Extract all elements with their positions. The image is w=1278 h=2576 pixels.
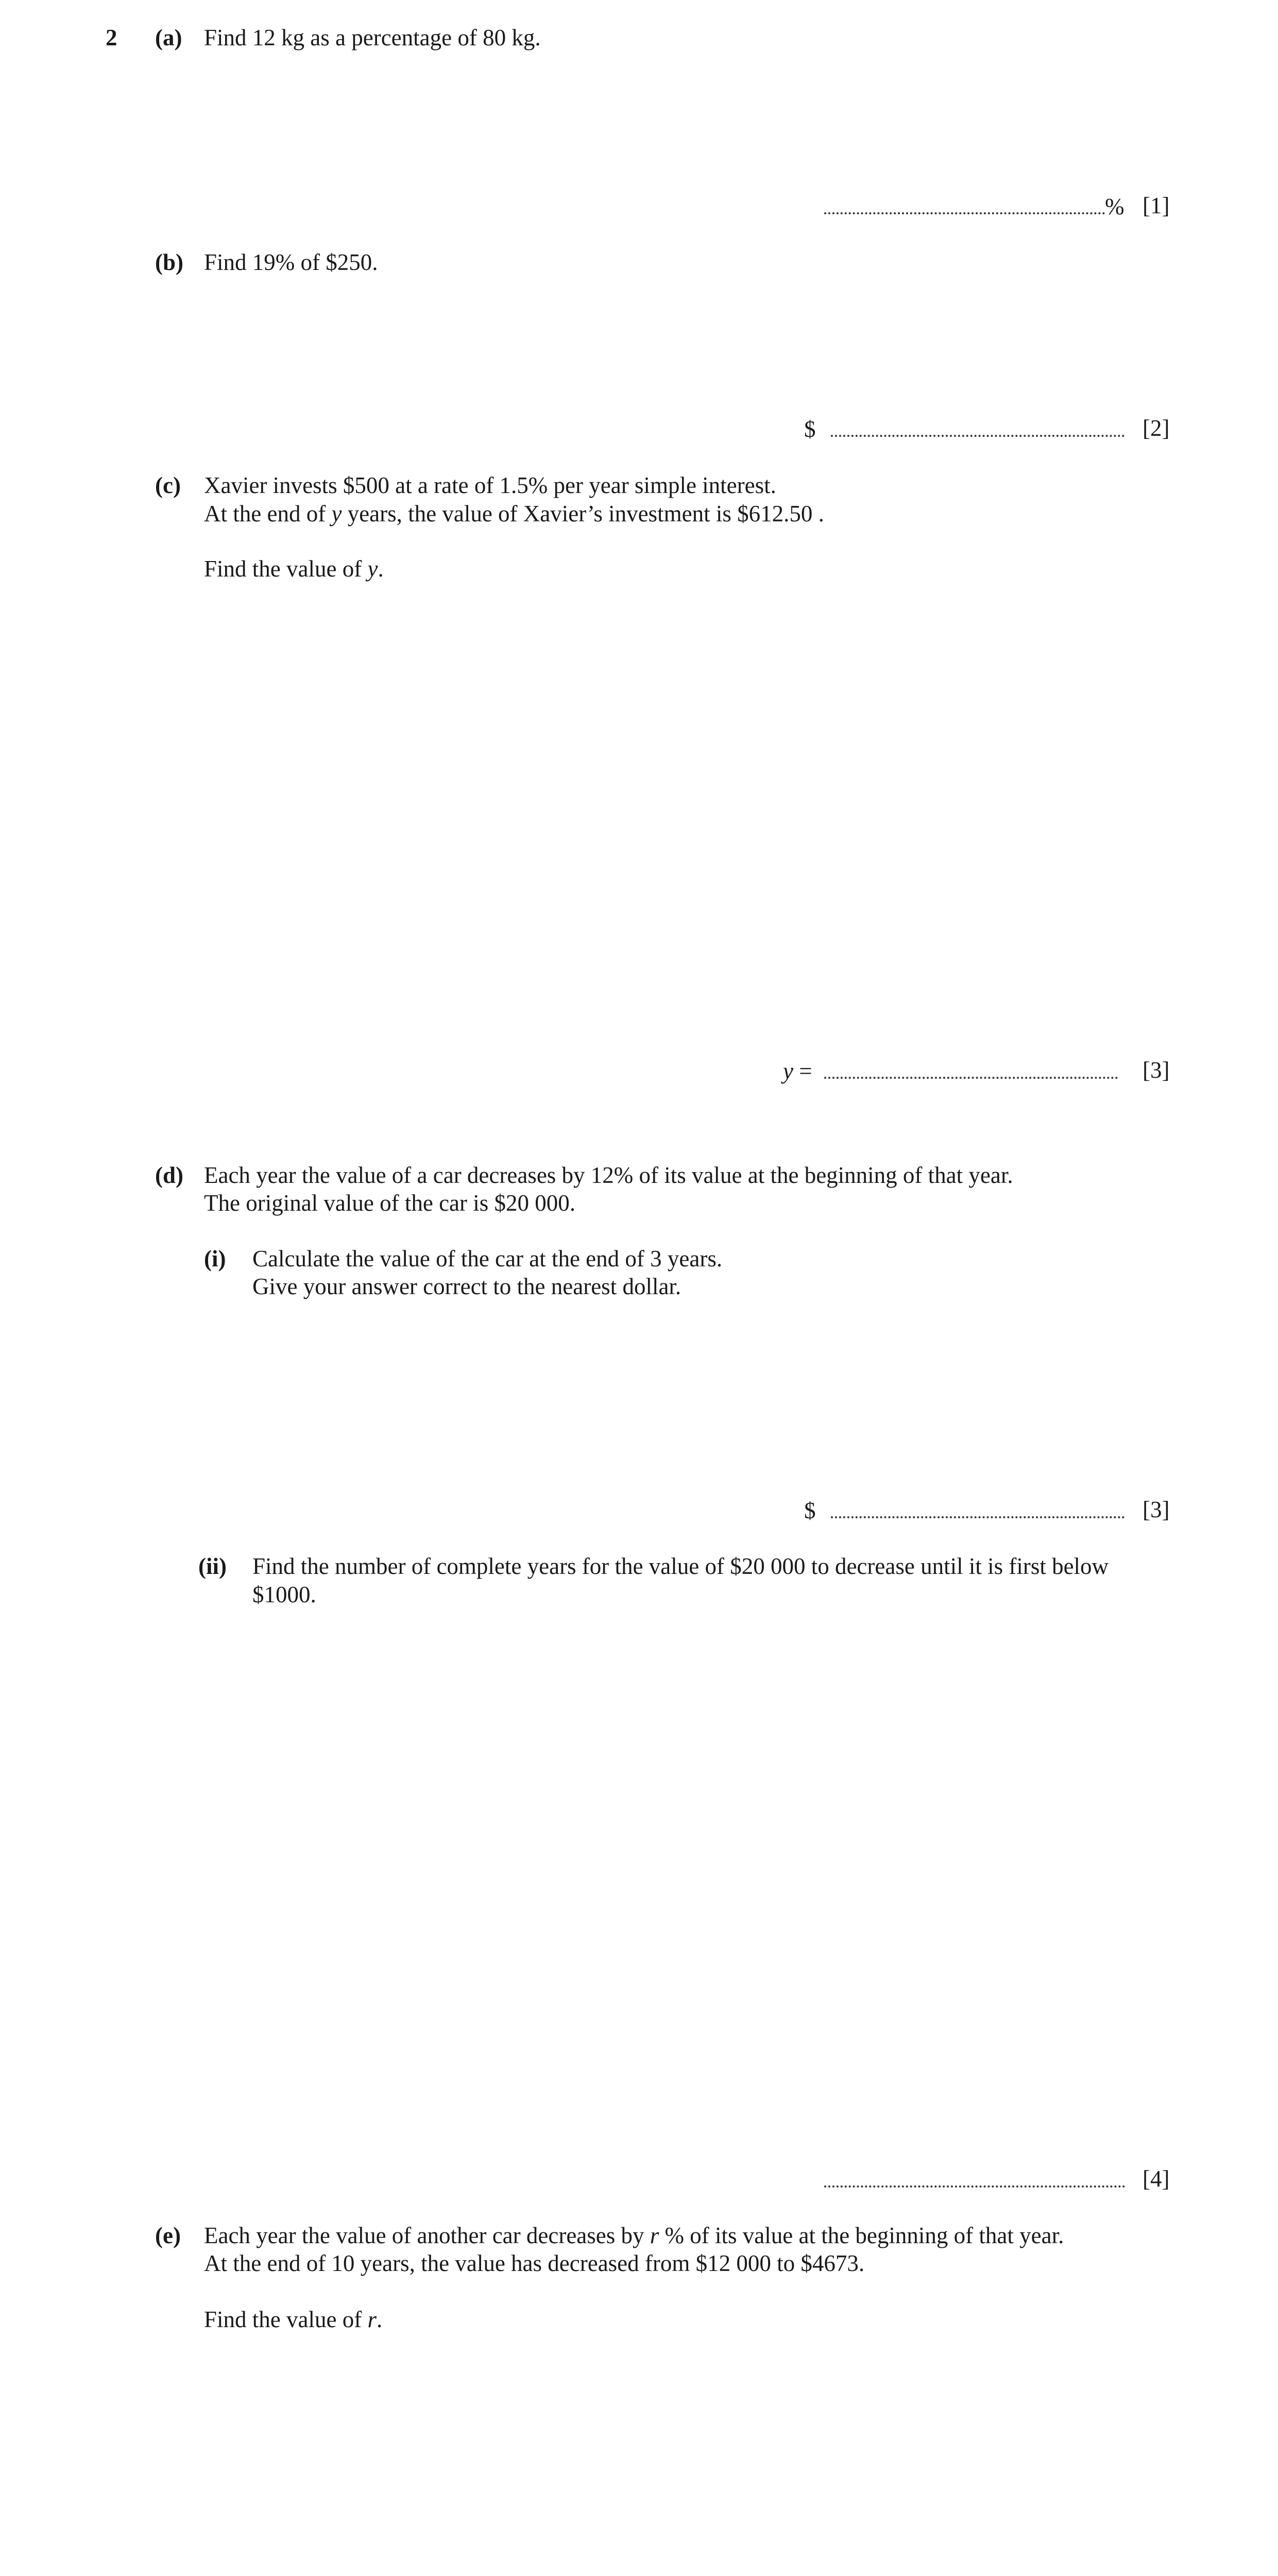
part-d-ii-line2: $1000. [252, 1582, 316, 1607]
answer-dots[interactable] [824, 1056, 1118, 1079]
part-d-ii-answer-line[interactable] [824, 2165, 1125, 2194]
part-c-label: (c) [155, 472, 181, 498]
part-c-marks: [3] [1143, 1057, 1170, 1083]
part-a-answer-line[interactable] [824, 192, 1124, 221]
dollar-sign: $ [804, 416, 816, 442]
part-e-line2: At the end of 10 years, the value has decreased from $12 000 to $4673. [204, 2250, 865, 2276]
part-c-line1: Xavier invests $500 at a rate of 1.5% per year simple interest. [204, 472, 776, 498]
part-d-ii-label: (ii) [198, 1553, 227, 1579]
part-d-i-line1: Calculate the value of the car at the end of 3 years. [252, 1246, 723, 1272]
answer-dots[interactable] [824, 192, 1105, 214]
part-d-line2: The original value of the car is $20 000. [204, 1190, 576, 1216]
part-b-label: (b) [155, 249, 183, 275]
part-e-line3: Find the value of r. [204, 2307, 383, 2332]
part-d-ii-marks: [4] [1143, 2166, 1170, 2192]
part-a-text: Find 12 kg as a percentage of 80 kg. [204, 25, 541, 50]
part-d-i-line2: Give your answer correct to the nearest dollar. [252, 1274, 681, 1299]
answer-dots[interactable] [824, 2165, 1125, 2188]
part-a-marks: [1] [1143, 193, 1170, 218]
percent-sign: % [1105, 194, 1124, 219]
answer-dots[interactable] [831, 414, 1124, 437]
part-d-label: (d) [155, 1162, 183, 1188]
part-d-i-marks: [3] [1143, 1497, 1170, 1522]
part-c-line2: At the end of y years, the value of Xavier’s investment is $612.50 . [204, 501, 824, 527]
part-d-ii-line1: Find the number of complete years for the value of $20 000 to decrease until it is first below [252, 1553, 1109, 1579]
part-b-marks: [2] [1143, 415, 1170, 441]
dollar-sign: $ [804, 1498, 816, 1523]
part-e-label: (e) [155, 2223, 181, 2248]
part-b-text: Find 19% of $250. [204, 249, 378, 275]
part-d-i-answer-line[interactable] [804, 1496, 1124, 1524]
equals-sign: = [793, 1058, 812, 1084]
answer-dots[interactable] [831, 1496, 1124, 1518]
part-d-i-label: (i) [204, 1246, 226, 1272]
question-number: 2 [106, 25, 117, 50]
part-a-label: (a) [155, 25, 182, 50]
part-c-answer-line[interactable] [783, 1056, 1118, 1085]
part-d-line1: Each year the value of a car decreases by 12% of its value at the beginning of that year. [204, 1162, 1013, 1188]
part-b-answer-line[interactable] [804, 414, 1124, 443]
part-e-line1: Each year the value of another car decreases by r % of its value at the beginning of that year. [204, 2223, 1064, 2248]
answer-variable: y [783, 1058, 793, 1084]
part-c-line3: Find the value of y. [204, 556, 384, 582]
